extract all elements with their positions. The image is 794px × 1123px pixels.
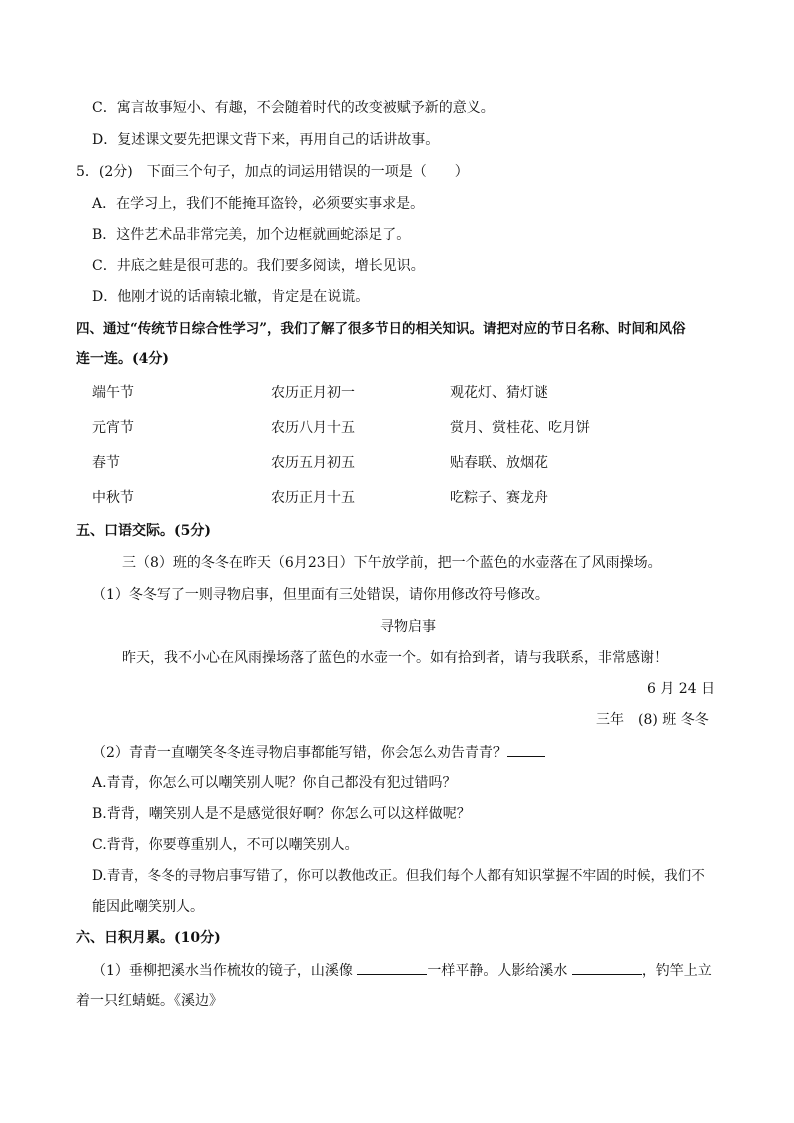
q5-option-c: C．井底之蛙是很可悲的。我们要多阅读，增长见识。 xyxy=(92,258,425,274)
festival-date: 农历八月十五 xyxy=(271,420,355,436)
section6-q1-part1: （1）垂柳把溪水当作梳妆的镜子，山溪像 xyxy=(92,963,353,979)
section6-q1-part3: ，钓竿上立 xyxy=(641,963,712,979)
festival-date: 农历正月十五 xyxy=(271,490,355,506)
section5-heading: 五、口语交际。(5分) xyxy=(76,523,211,539)
festival-name: 春节 xyxy=(92,455,120,471)
festival-name: 中秋节 xyxy=(92,490,134,506)
notice-body: 昨天，我不小心在风雨操场落了蓝色的水壶一个。如有拾到者，请与我联系，非常感谢！ xyxy=(122,650,668,666)
festival-custom: 赏月、赏桂花、吃月饼 xyxy=(450,420,590,436)
section5-option-d-line1: D.青青，冬冬的寻物启事写错了，你可以教他改正。但我们每个人都有知识掌握不牢固的时候，我们不 xyxy=(92,868,705,884)
section5-option-c: C.背背，你要尊重别人，不可以嘲笑别人。 xyxy=(92,837,359,853)
section4-heading-line2: 连一连。(4分) xyxy=(76,351,169,367)
section5-option-b: B.背背，嘲笑别人是不是感觉很好啊？你怎么可以这样做呢？ xyxy=(92,806,471,822)
section4-heading-line1: 四、通过“传统节日综合性学习”，我们了解了很多节日的相关知识。请把对应的节日名称、时间和风俗 xyxy=(76,321,686,337)
q4-option-c: C．寓言故事短小、有趣，不会随着时代的改变被赋予新的意义。 xyxy=(92,100,495,116)
section5-option-a: A.青青，你怎么可以嘲笑别人呢？你自己都没有犯过错吗？ xyxy=(92,775,457,791)
answer-blank[interactable] xyxy=(507,742,545,757)
section6-q1-line1 xyxy=(92,960,712,981)
festival-name: 元宵节 xyxy=(92,420,134,436)
festival-custom: 吃粽子、赛龙舟 xyxy=(450,490,548,506)
section5-q2-text: （2）青青一直嘲笑冬冬连寻物启事都能写错，你会怎么劝告青青？ xyxy=(92,745,507,761)
section6-q1-line2: 着一只红蜻蜓。《溪边》 xyxy=(76,993,223,1009)
fill-blank-1[interactable] xyxy=(357,960,427,975)
notice-title: 寻物启事 xyxy=(380,619,436,635)
festival-custom: 贴春联、放烟花 xyxy=(450,455,548,471)
section5-option-d-line2: 能因此嘲笑别人。 xyxy=(92,899,204,915)
section5-q2 xyxy=(92,742,545,763)
notice-date: 6 月 24 日 xyxy=(647,681,716,697)
notice-signature: 三年 (8) 班 冬冬 xyxy=(596,712,709,728)
fill-blank-2[interactable] xyxy=(572,960,642,975)
q4-option-d: D．复述课文要先把课文背下来，再用自己的话讲故事。 xyxy=(92,132,440,148)
q5-option-d: D．他刚才说的话南辕北辙，肯定是在说谎。 xyxy=(92,289,370,305)
q5-option-b: B．这件艺术品非常完美，加个边框就画蛇添足了。 xyxy=(92,227,411,243)
q5-option-a: A．在学习上，我们不能掩耳盗铃，必须要实事求是。 xyxy=(92,196,425,212)
festival-name: 端午节 xyxy=(92,385,134,401)
section5-intro: 三（8）班的冬冬在昨天（6月23日）下午放学前，把一个蓝色的水壶落在了风雨操场。 xyxy=(122,555,662,571)
festival-custom: 观花灯、猜灯谜 xyxy=(450,385,548,401)
q5-stem: 5．(2分) 下面三个句子，加点的词运用错误的一项是（ ） xyxy=(76,164,469,180)
section6-heading: 六、日积月累。(10分) xyxy=(76,930,221,946)
festival-date: 农历正月初一 xyxy=(271,385,355,401)
section6-q1-part2: 一样平静。人影给溪水 xyxy=(427,963,568,979)
section5-q1: （1）冬冬写了一则寻物启事，但里面有三处错误，请你用修改符号修改。 xyxy=(92,587,549,603)
festival-date: 农历五月初五 xyxy=(271,455,355,471)
